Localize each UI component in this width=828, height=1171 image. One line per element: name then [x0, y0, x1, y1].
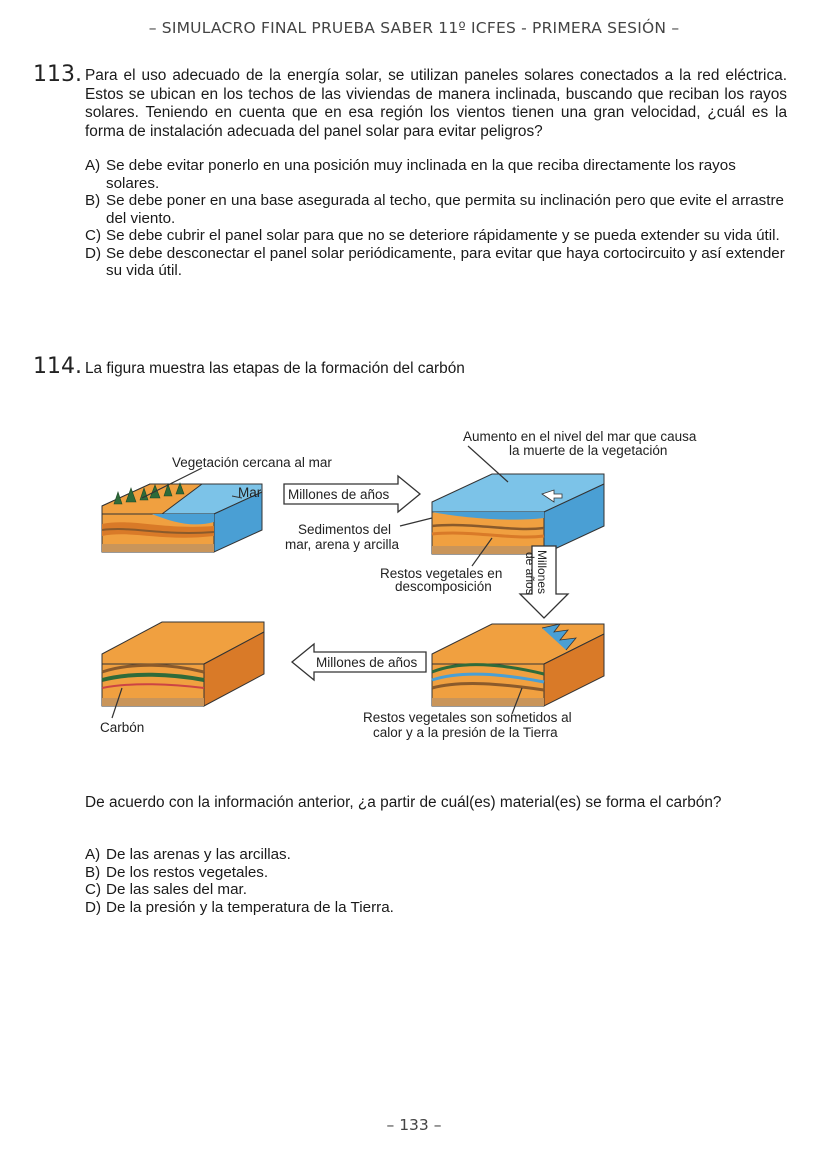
option-c[interactable] — [85, 227, 790, 245]
option-text: De las arenas y las arcillas. — [106, 846, 291, 863]
option-b[interactable] — [85, 192, 790, 227]
block-sea-rise — [432, 474, 604, 554]
option-letter: A) — [85, 846, 101, 863]
question-114-number: 114. — [33, 354, 82, 379]
option-letter: D) — [85, 899, 102, 917]
label-vegetacion: Vegetación cercana al mar — [172, 455, 332, 470]
option-text: Se debe cubrir el panel solar para que no se deteriore rápidamente y se pueda extender su vida útil. — [106, 227, 780, 244]
label-arrow-1: Millones de años — [288, 487, 390, 502]
option-letter: B) — [85, 192, 101, 209]
question-113-options — [85, 157, 790, 280]
label-aumento-1: Aumento en el nivel del mar que causa — [463, 429, 697, 444]
option-text: De los restos vegetales. — [106, 863, 269, 881]
label-aumento-2: la muerte de la vegetación — [509, 443, 668, 458]
label-mar: Mar — [238, 485, 262, 500]
label-carbon: Carbón — [100, 720, 145, 735]
option-text: De las sales del mar. — [106, 881, 247, 899]
option-text: De la presión y la temperatura de la Tierra. — [106, 899, 394, 917]
arrow-right-1 — [284, 476, 420, 512]
coal-formation-diagram — [92, 418, 742, 753]
pointer-line — [400, 518, 432, 526]
block-burial — [432, 624, 604, 706]
option-letter: B) — [85, 863, 101, 881]
label-restos-2: descomposición — [395, 579, 492, 594]
question-114-stem: La figura muestra las etapas de la formación del carbón — [85, 360, 465, 377]
label-restos-1: Restos vegetales en — [380, 566, 503, 581]
option-text: Se debe desconectar el panel solar periódicamente, para evitar que haya cortocircuito y así extender su vida útil. — [106, 244, 785, 279]
question-113-stem: Para el uso adecuado de la energía solar, se utilizan paneles solares conectados a la red eléctrica. Estos se ubican en los techos de las viviendas de manera inclinada, buscando que reciban los rayos solares. Teniendo en cuenta que en esa región los vientos tienen una gran velocidad, ¿cuál es la forma de instalación adecuada del panel solar para evitar peligros? — [85, 67, 787, 140]
option-letter: D) — [85, 244, 102, 262]
option-d[interactable] — [85, 245, 790, 280]
question-113-number: 113. — [33, 62, 82, 87]
label-arrow-down-2: de años — [523, 552, 537, 595]
question-114-prompt: De acuerdo con la información anterior, ¿a partir de cuál(es) material(es) se forma el carbón? — [85, 794, 722, 811]
label-arrow-down-1: Millones — [535, 550, 549, 595]
option-d[interactable] — [85, 899, 394, 917]
page-footer: – 133 – — [386, 1116, 442, 1134]
option-text: Se debe evitar ponerlo en una posición muy inclinada en la que reciba directamente los rayos solares. — [106, 157, 736, 192]
option-letter: C) — [85, 881, 102, 899]
option-a[interactable] — [85, 157, 790, 192]
option-b[interactable] — [85, 864, 394, 882]
label-sometidos-2: calor y a la presión de la Tierra — [373, 725, 558, 740]
coal-formation-figure — [92, 418, 742, 753]
label-arrow-2: Millones de años — [316, 655, 418, 670]
block-coal — [102, 622, 264, 706]
option-text: Se debe poner en una base asegurada al techo, que permita su inclinación pero que evite el arrastre del viento. — [106, 192, 784, 227]
page-header: – SIMULACRO FINAL PRUEBA SABER 11º ICFES - PRIMERA SESIÓN – — [148, 19, 680, 37]
option-letter: C) — [85, 227, 102, 244]
question-114-options — [85, 846, 394, 917]
arrow-down — [520, 546, 568, 618]
option-a[interactable] — [85, 846, 394, 864]
label-sedimentos-2: mar, arena y arcilla — [285, 537, 400, 552]
arrow-left-2 — [292, 644, 426, 680]
label-sometidos-1: Restos vegetales son sometidos al — [363, 710, 572, 725]
label-sedimentos-1: Sedimentos del — [298, 522, 392, 537]
option-letter: A) — [85, 157, 101, 174]
option-c[interactable] — [85, 881, 394, 899]
